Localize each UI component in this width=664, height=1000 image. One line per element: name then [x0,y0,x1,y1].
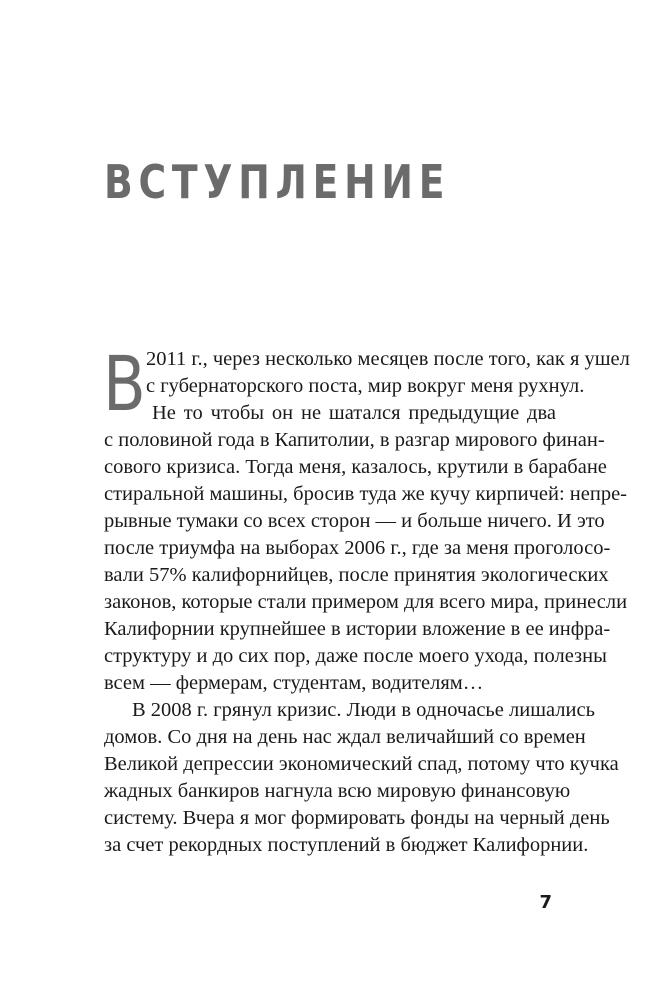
text-line: всем — фермерам, студентам, водителям… [104,672,484,694]
text-line: с половиной года в Капитолии, в разгар мирового финан- [104,429,605,451]
text-line: после триумфа на выборах 2006 г., где за меня проголосо- [104,537,611,559]
text-line: вали 57% калифорнийцев, после принятия экологических [104,564,609,586]
drop-cap: В [103,339,146,428]
paragraph-2 [104,400,628,697]
text-line: рывные тумаки со всех сторон — и больше ничего. И это [104,510,605,532]
text-line: стиральной машины, бросив туда же кучу кирпичей: непре- [104,483,628,505]
paragraph-3 [104,697,619,859]
text-line: Не то чтобы он не шатался предыдущие два [152,402,556,424]
text-line: жадных банкиров нагнула всю мировую финансовую [104,780,571,802]
text-line: структуру и до сих пор, даже после моего ухода, полезны [104,645,607,667]
text-line: сового кризиса. Тогда меня, казалось, крутили в барабане [104,456,607,478]
text-line: за счет рекордных поступлений в бюджет Калифорнии. [104,834,589,856]
page-number: 7 [539,892,552,913]
chapter-title: ВСТУПЛЕНИЕ [104,155,451,209]
body-text [103,339,630,859]
text-line: 2011 г., через несколько месяцев после того, как я ушел [146,348,630,370]
text-line: систему. Вчера я мог формировать фонды на черный день [104,807,610,829]
text-line: В 2008 г. грянул кризис. Люди в одночасье лишались [132,699,595,721]
text-line: законов, которые стали примером для всего мира, принесли [104,591,628,613]
text-line: Калифорнии крупнейшее в истории вложение в ее инфра- [104,618,611,640]
text-line: домов. Со дня на день нас ждал величайший со времен [104,726,586,748]
text-line: Великой депрессии экономический спад, потому что кучка [104,753,619,775]
text-line: с губернаторского поста, мир вокруг меня рухнул. [146,375,585,397]
